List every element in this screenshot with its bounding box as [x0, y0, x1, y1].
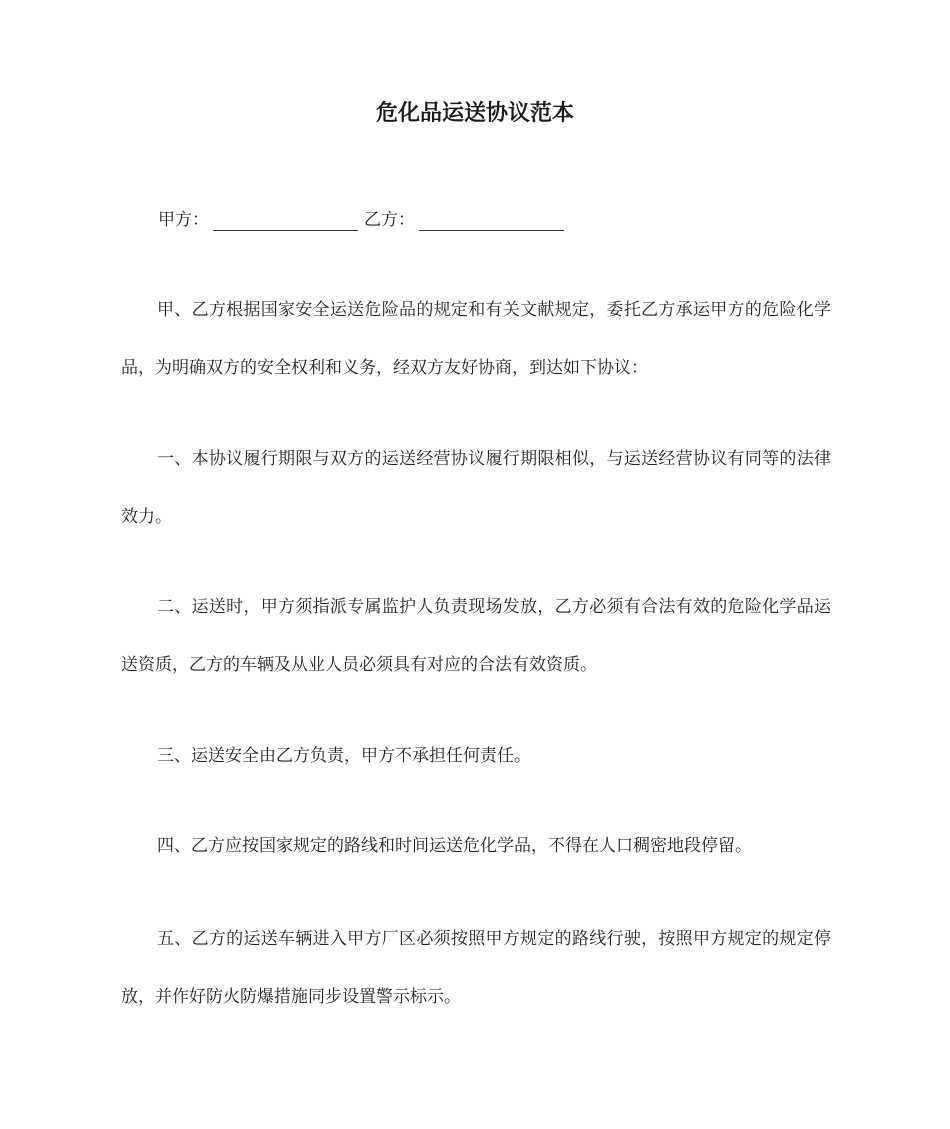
- parties-line: [158, 204, 570, 236]
- paragraph-clause-2: 二、运送时，甲方须指派专属监护人负责现场发放，乙方必须有合法有效的危险化学品运送资质，乙方的车辆及从业人员必须具有对应的合法有效资质。: [121, 597, 831, 675]
- paragraph-clause-1: 一、本协议履行期限与双方的运送经营协议履行期限相似，与运送经营协议有同等的法律效力。: [121, 449, 831, 527]
- paragraph-clause-3: 三、运送安全由乙方负责，甲方不承担任何责任。: [157, 746, 531, 766]
- party-a-label: 甲方：: [158, 210, 209, 230]
- party-b-label: 乙方：: [364, 210, 415, 230]
- paragraph-clause-4: 四、乙方应按国家规定的路线和时间运送危化学品，不得在人口稠密地段停留。: [157, 836, 752, 856]
- document-title: 危化品运送协议范本: [375, 101, 574, 126]
- party-a-blank: [213, 208, 358, 231]
- paragraph-clause-5: 五、乙方的运送车辆进入甲方厂区必须按照甲方规定的路线行驶，按照甲方规定的规定停放，并作好防火防爆措施同步设置警示标示。: [121, 929, 831, 1007]
- paragraph-preamble: 甲、乙方根据国家安全运送危险品的规定和有关文献规定，委托乙方承运甲方的危险化学品，为明确双方的安全权利和义务，经双方友好协商，到达如下协议：: [121, 300, 831, 378]
- party-b-blank: [419, 208, 564, 231]
